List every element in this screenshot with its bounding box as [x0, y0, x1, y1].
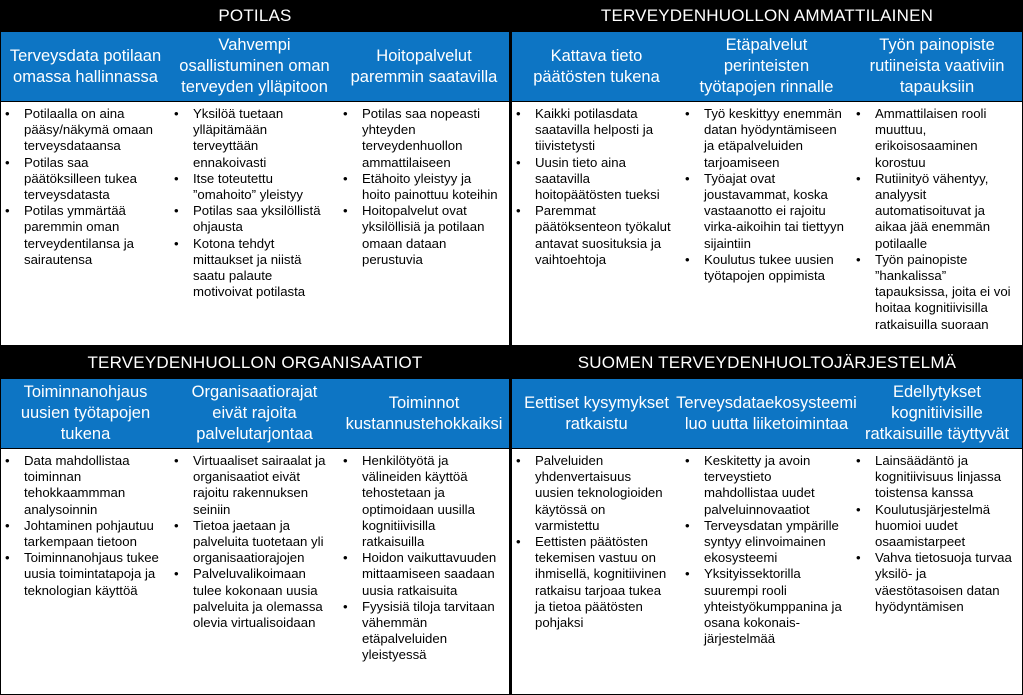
- bullet-item: • Lainsäädäntö ja kognitiivisuus linjassa toistensa kanssa: [856, 453, 1014, 502]
- bullet-item: • Paremmat päätöksenteon työkalut antavat suosituksia ja vaihtoehtoja: [516, 203, 673, 268]
- bullet-item: • Koulutus tukee uusien työtapojen oppimista: [685, 252, 844, 284]
- column-header: Työn painopiste rutiineista vaativiin tapauksiin: [869, 36, 1005, 96]
- bullet-item: • Hoitopalvelut ovat yksilöllisiä ja potilaan omaan dataan perustuvia: [343, 203, 501, 268]
- bullet-item: • Yksilöä tuetaan ylläpitämään terveyttään ennakoivasti: [174, 106, 331, 171]
- header-band: [1, 32, 509, 101]
- bullet-item: • Palveluiden yhdenvertaisuus uusien teknologioiden käytössä on varmistettu: [516, 453, 673, 534]
- bullet-item: • Potilas saa yksilöllistä ohjausta: [174, 203, 331, 235]
- quadrant-organisaatiot: [1, 348, 509, 694]
- header-band: [512, 32, 1022, 101]
- bullet-item: • Keskitetty ja avoin terveystieto mahdollistaa uudet palveluinnovaatiot: [685, 453, 844, 518]
- column-header: Edellytykset kognitiivisille ratkaisuille täyttyvät: [865, 383, 1009, 443]
- bullet-item: • Potilas saa päätöksilleen tukea terveysdatasta: [5, 155, 162, 204]
- column-header: Eettiset kysymykset ratkaistu: [524, 393, 669, 433]
- bullet-list: [5, 453, 162, 599]
- bullet-item: • Kotona tehdyt mittaukset ja niistä saatu palaute motivoivat potilasta: [174, 236, 331, 301]
- header-band: [1, 379, 509, 448]
- bullet-item: • Vahva tietosuoja turvaa yksilö- ja väestötasoisen datan hyödyntämisen: [856, 550, 1014, 615]
- bullet-item: • Rutiinityö vähentyy, analyysit automatisoituvat ja aikaa jää enemmän potilaalle: [856, 171, 1014, 252]
- content-area: [512, 102, 1022, 345]
- column-header: Hoitopalvelut paremmin saatavilla: [350, 46, 498, 86]
- content-area: [512, 449, 1022, 694]
- bullet-item: • Data mahdollistaa toiminnan tehokkaammman analysoinnin: [5, 453, 162, 518]
- quadrant-jarjestelma: [512, 348, 1022, 694]
- bullet-item: • Etähoito yleistyy ja hoito painottuu koteihin: [343, 171, 501, 203]
- column-header: Toiminnanohjaus uusien työtapojen tukena: [20, 383, 151, 443]
- bullet-list: [856, 106, 1014, 333]
- column-header: Terveysdata potilaan omassa hallinnassa: [9, 46, 162, 86]
- bullet-item: • Eettisten päätösten tekemisen vastuu on ihmisellä, kognitiivinen ratkaisu tarjoaa tukea ja tietoa päätösten pohjaksi: [516, 534, 673, 631]
- quadrant-title: TERVEYDENHUOLLON AMMATTILAINEN: [600, 6, 934, 25]
- quadrant-title: TERVEYDENHUOLLON ORGANISAATIOT: [87, 353, 423, 372]
- bullet-item: • Hoidon vaikuttavuuden mittaamiseen saadaan uusia ratkaisuita: [343, 550, 501, 599]
- bullet-list: [856, 453, 1014, 615]
- bullet-list: [5, 106, 162, 268]
- quadrant-potilas: [1, 1, 509, 345]
- quadrant-ammattilainen: [512, 1, 1022, 345]
- bullet-item: • Virtuaaliset sairaalat ja organisaatiot eivät rajoitu rakennuksen seiniin: [174, 453, 331, 518]
- bullet-item: • Terveysdatan ympärille syntyy elinvoimainen ekosysteemi: [685, 518, 844, 567]
- column-header: Vahvempi osallistuminen oman terveyden ylläpitoon: [179, 36, 330, 96]
- column-header: Kattava tieto päätösten tukena: [533, 46, 660, 86]
- quadrant-title: SUOMEN TERVEYDENHUOLTOJÄRJESTELMÄ: [577, 353, 957, 372]
- quadrant-title: POTILAS: [218, 6, 292, 25]
- column-header: Etäpalvelut perinteisten työtapojen rinnalle: [699, 36, 834, 96]
- bullet-item: • Työn painopiste ”hankalissa” tapauksissa, joita ei voi hoitaa kognitiivisilla ratkaisuilla suoraan: [856, 252, 1014, 333]
- bullet-list: [685, 106, 844, 284]
- bullet-item: • Työajat ovat joustavammat, koska vastaanotto ei rajoitu virka-aikoihin tai tiettyyn sijaintiin: [685, 171, 844, 252]
- bullet-item: • Johtaminen pohjautuu tarkempaan tietoon: [5, 518, 162, 550]
- bullet-list: [685, 453, 844, 647]
- bullet-item: • Tietoa jaetaan ja palveluita tuotetaan yli organisaatiorajojen: [174, 518, 331, 567]
- column-header: Toiminnot kustannustehokkaiksi: [345, 393, 503, 433]
- bullet-item: • Potilas saa nopeasti yhteyden terveydenhuollon ammattilaiseen: [343, 106, 501, 171]
- bullet-item: • Uusin tieto aina saatavilla hoitopäätösten tueksi: [516, 155, 673, 204]
- header-band: [512, 379, 1022, 448]
- bullet-list: [343, 453, 501, 664]
- bullet-item: • Palveluvalikoimaan tulee kokonaan uusia palveluita ja olemassa olevia virtualisoidaan: [174, 566, 331, 631]
- bullet-item: • Kaikki potilasdata saatavilla helposti ja tiivistetysti: [516, 106, 673, 155]
- column-header: Organisaatiorajat eivät rajoita palvelutarjontaa: [191, 383, 318, 443]
- bullet-item: • Itse toteutettu ”omahoito” yleistyy: [174, 171, 331, 203]
- column-header: Terveysdataekosysteemi luo uutta liiketoimintaa: [676, 393, 857, 433]
- bullet-item: • Potilaalla on aina pääsy/näkymä omaan terveysdataansa: [5, 106, 162, 155]
- bullet-item: • Yksityissektorilla suurempi rooli yhteistyökumppanina ja osana kokonais-järjestelmää: [685, 566, 844, 647]
- bullet-item: • Potilas ymmärtää paremmin oman terveydentilansa ja sairautensa: [5, 203, 162, 268]
- content-area: [1, 449, 509, 694]
- bullet-item: • Työ keskittyy enemmän datan hyödyntämiseen ja etäpalveluiden tarjoamiseen: [685, 106, 844, 171]
- bullet-item: • Toiminnanohjaus tukee uusia toimintatapoja ja teknologian käyttöä: [5, 550, 162, 599]
- content-area: [1, 102, 509, 345]
- bullet-item: • Ammattilaisen rooli muuttuu, erikoisosaaminen korostuu: [856, 106, 1014, 171]
- bullet-list: [516, 453, 673, 631]
- bullet-list: [174, 453, 331, 631]
- bullet-list: [343, 106, 501, 268]
- bullet-item: • Henkilötyötä ja välineiden käyttöä tehostetaan ja optimoidaan uusilla kognitiivisilla ratkaisuilla: [343, 453, 501, 550]
- bullet-item: • Koulutusjärjestelmä huomioi uudet osaamistarpeet: [856, 502, 1014, 551]
- bullet-item: • Fyysisiä tiloja tarvitaan vähemmän etäpalveluiden yleistyessä: [343, 599, 501, 664]
- bullet-list: [174, 106, 331, 300]
- bullet-list: [516, 106, 673, 268]
